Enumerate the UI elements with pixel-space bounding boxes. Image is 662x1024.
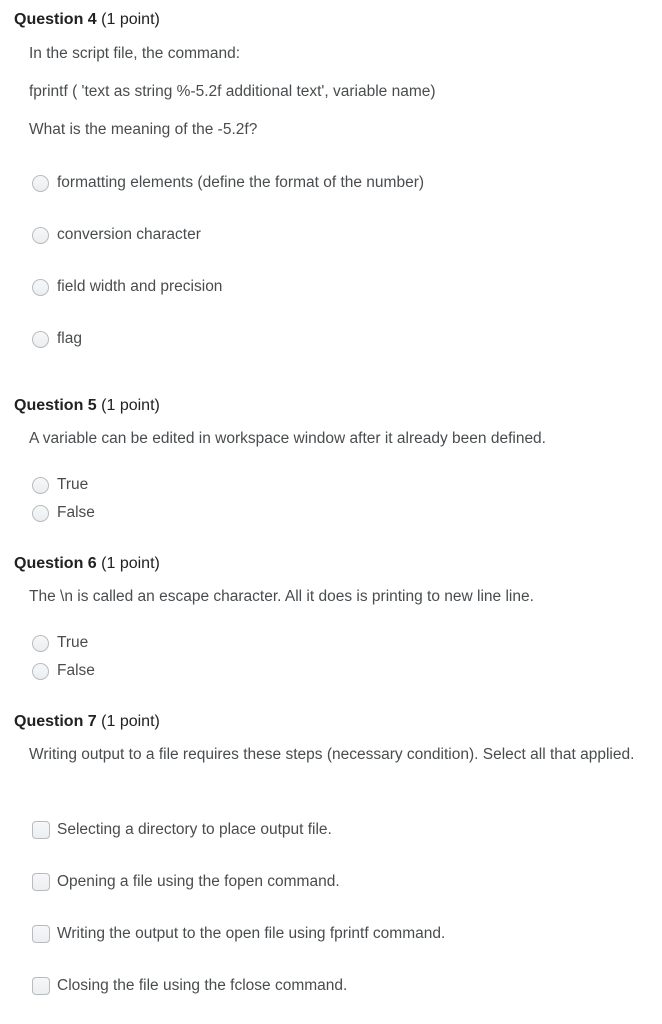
question-4-stem-line-3: What is the meaning of the -5.2f?: [29, 121, 258, 138]
question-4-name: Question 4: [14, 11, 97, 28]
question-4-stem-line-1: In the script file, the command:: [29, 45, 241, 62]
option-label: Opening a file using the fopen command.: [57, 873, 340, 890]
checkbox[interactable]: [32, 977, 50, 995]
radio-button[interactable]: [32, 331, 49, 348]
question-7-option-1[interactable]: [32, 819, 332, 841]
radio-button[interactable]: [32, 477, 49, 494]
question-7-option-2[interactable]: [32, 871, 340, 893]
option-label: Selecting a directory to place output file.: [57, 821, 332, 838]
question-5-title: [14, 397, 160, 415]
question-5-option-false[interactable]: [32, 502, 95, 524]
question-7-option-3[interactable]: [32, 923, 445, 945]
question-5-option-true[interactable]: [32, 474, 88, 496]
question-5-stem: A variable can be edited in workspace window after it already been defined.: [29, 430, 546, 447]
radio-button[interactable]: [32, 635, 49, 652]
option-label: conversion character: [57, 226, 201, 243]
question-6-points: (1 point): [101, 555, 160, 572]
question-4-stem-line-2: fprintf ( 'text as string %-5.2f additional text', variable name): [29, 83, 436, 100]
option-label: field width and precision: [57, 278, 223, 295]
question-7-option-4[interactable]: [32, 975, 347, 997]
question-6-option-true[interactable]: [32, 632, 88, 654]
checkbox[interactable]: [32, 821, 50, 839]
option-label: True: [57, 634, 89, 651]
radio-button[interactable]: [32, 227, 49, 244]
checkbox[interactable]: [32, 925, 50, 943]
question-7-name: Question 7: [14, 713, 97, 730]
question-4-title: [14, 11, 160, 29]
radio-button[interactable]: [32, 505, 49, 522]
option-label: Writing the output to the open file using fprintf command.: [57, 925, 446, 942]
question-5-name: Question 5: [14, 397, 97, 414]
question-4-option-3[interactable]: [32, 276, 222, 298]
question-6-name: Question 6: [14, 555, 97, 572]
radio-button[interactable]: [32, 175, 49, 192]
option-label: flag: [57, 330, 82, 347]
option-label: formatting elements (define the format of the number): [57, 174, 425, 191]
option-label: True: [57, 476, 89, 493]
question-4-option-1[interactable]: [32, 172, 424, 194]
option-label: False: [57, 662, 95, 679]
question-7-title: [14, 713, 160, 731]
radio-button[interactable]: [32, 279, 49, 296]
option-label: False: [57, 504, 95, 521]
radio-button[interactable]: [32, 663, 49, 680]
question-4-option-2[interactable]: [32, 224, 201, 246]
question-4-option-4[interactable]: [32, 328, 82, 350]
checkbox[interactable]: [32, 873, 50, 891]
question-4-points: (1 point): [101, 11, 160, 28]
option-label: Closing the file using the fclose command.: [57, 977, 348, 994]
question-5-points: (1 point): [101, 397, 160, 414]
question-7-points: (1 point): [101, 713, 160, 730]
question-6-stem: The \n is called an escape character. All it does is printing to new line line.: [29, 588, 534, 605]
question-7-stem: Writing output to a file requires these steps (necessary condition). Select all that applied.: [29, 746, 635, 763]
question-6-option-false[interactable]: [32, 660, 95, 682]
question-6-title: [14, 555, 160, 573]
